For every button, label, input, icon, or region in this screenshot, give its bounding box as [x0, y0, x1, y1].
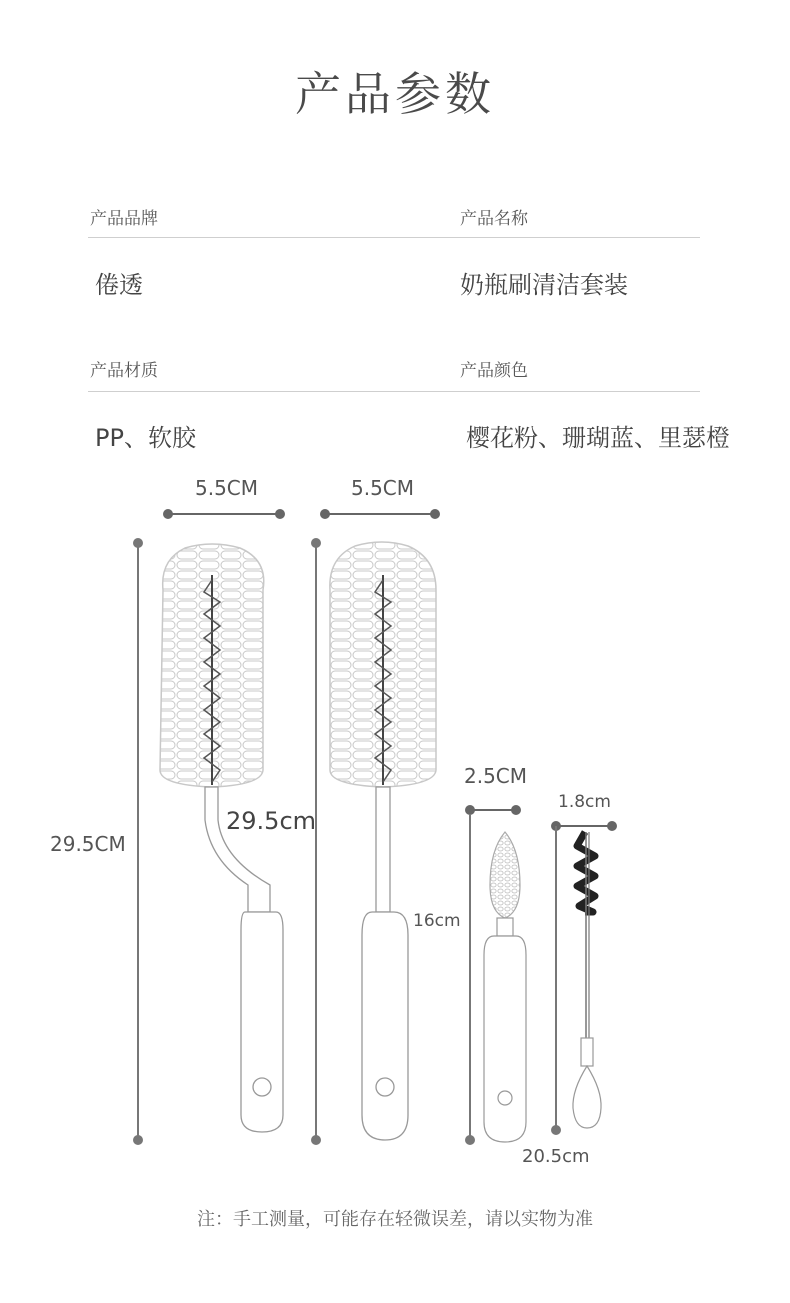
brand-label: 产品品牌 — [90, 209, 158, 229]
small-height-dim — [466, 814, 474, 1144]
brush-length-label: 29.5cm — [226, 807, 317, 835]
page-title: 产品参数 — [295, 67, 495, 121]
straw-brush — [573, 832, 601, 1128]
straw-length-label: 20.5cm — [522, 1146, 590, 1167]
name-label: 产品名称 — [460, 209, 528, 229]
height-dim-2 — [312, 539, 320, 1144]
name-value: 奶瓶刷清洁套装 — [460, 271, 628, 299]
material-value: PP、软胶 — [95, 424, 196, 452]
color-value: 樱花粉、珊瑚蓝、里瑟橙 — [466, 424, 730, 452]
width-dim-2 — [321, 510, 439, 518]
brush2-width-label: 5.5CM — [351, 476, 415, 500]
material-label: 产品材质 — [90, 361, 158, 381]
small-width-dim — [466, 806, 520, 814]
straw-width-label: 1.8cm — [558, 792, 611, 812]
bottle-brush-straight — [330, 542, 436, 1140]
total-height-label: 29.5CM — [50, 832, 126, 856]
small-length-label: 16cm — [413, 911, 461, 931]
nipple-brush — [484, 832, 526, 1142]
width-dim-1 — [164, 510, 284, 518]
color-label: 产品颜色 — [460, 361, 528, 381]
footnote: 注：手工测量，可能存在轻微误差，请以实物为准 — [197, 1209, 593, 1230]
small-width-label: 2.5CM — [464, 764, 528, 788]
brand-value: 倦透 — [95, 271, 143, 299]
straw-height-dim — [552, 826, 560, 1134]
straw-width-dim — [552, 822, 616, 830]
brush1-width-label: 5.5CM — [195, 476, 259, 500]
bottle-brush-bent — [160, 544, 283, 1132]
height-dim-1 — [134, 539, 142, 1144]
